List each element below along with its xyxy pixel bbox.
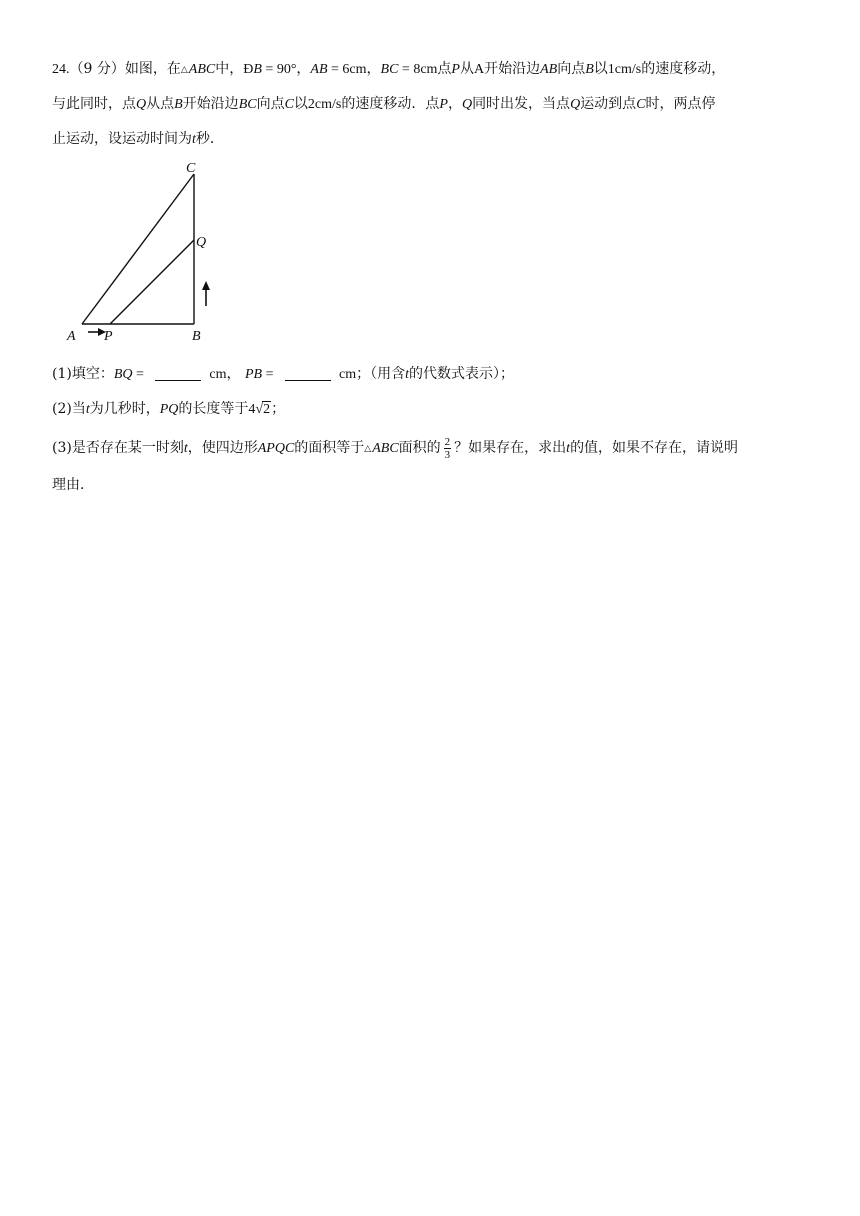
label-b: B [192, 329, 201, 344]
part-3: (3)是否存在某一时刻t，使四边形APQC的面积等于△ABC面积的 $\frac{2}{3}$ ？如果存在，求出t的值，如果不存在，请说明 理由． [52, 435, 739, 493]
answer-blank-bq[interactable] [155, 366, 201, 381]
question-score: （9 分） [69, 61, 125, 77]
label-p: P [104, 329, 113, 344]
question-stem: 24.（9 分）如图，在△ABC中，ÐB = 90°，AB = 6cm，BC = 8cm点P从A开始沿边AB向点B以1cm/s的速度移动， 与此同时，点Q从点B开始沿边BC向点C以2cm/s的速度移动．点P，Q同时出发，当点Q运动到点C时，两点停 止运动，设运动时间为t秒． [52, 61, 726, 147]
arrow-q-icon [202, 281, 210, 306]
label-c: C [186, 161, 196, 176]
side-ac [82, 174, 194, 324]
label-q: Q [196, 235, 207, 250]
answer-blank-pb[interactable] [285, 366, 331, 381]
sqrt-sign: √ [255, 402, 264, 417]
part-2: (2)当t为几秒时，PQ的长度等于4√2； [52, 401, 286, 417]
triangle-figure [60, 158, 230, 348]
part-1: (1)填空：BQ = cm， PB = cm；（用含t的代数式表示）； [52, 366, 514, 382]
fraction-two-thirds: $\frac{2}{3}$ [444, 435, 451, 461]
label-a: A [67, 329, 76, 344]
question-number: 24. [52, 62, 70, 77]
segment-pq [110, 240, 194, 324]
